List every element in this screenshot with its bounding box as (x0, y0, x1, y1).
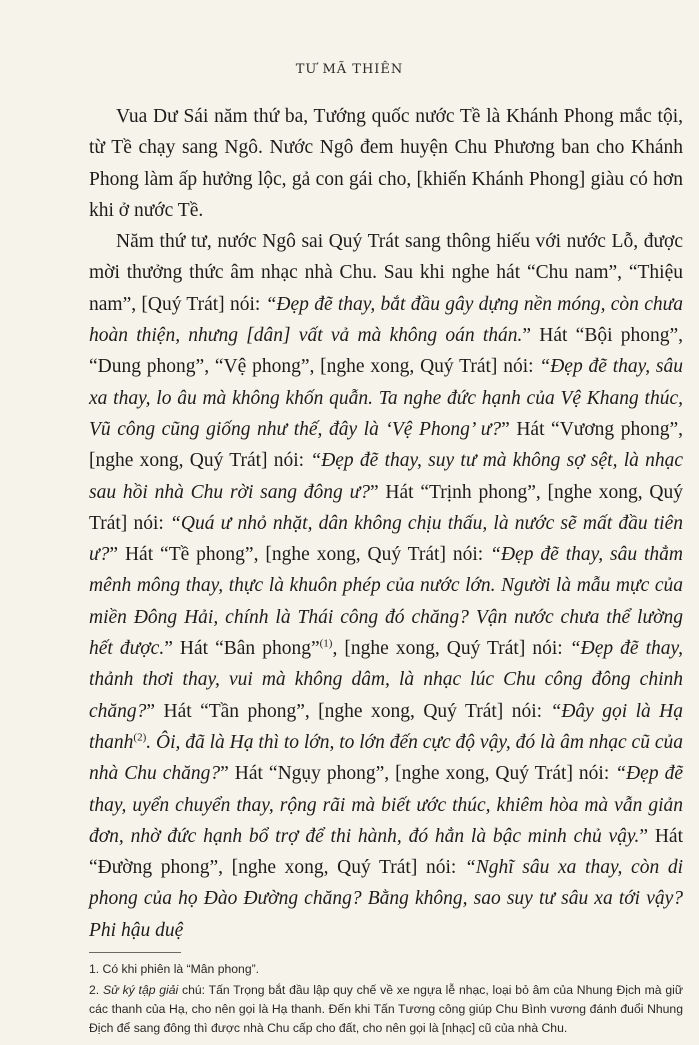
footnote-number: 2. (89, 983, 103, 997)
main-text (89, 101, 683, 946)
text-run: ” Hát “Bân phong” (164, 638, 320, 660)
quote: “Đẹp đẽ thay, sâu xa thay, lo âu mà không khốn quẫn. Ta nghe đức hạnh của Vệ Khang thúc, Vũ công cũng giống như thế, đây là ‘Vệ Phong’ ư? (89, 356, 683, 440)
footnote-1: 1. Có khi phiên là “Mân phong”. (89, 962, 260, 976)
quote: “Đẹp đẽ thay, suy tư mà không sợ sệt, là nhạc sau hồi nhà Chu rời sang đông ư? (89, 450, 684, 503)
text-run: ” Hát “Tề phong”, [nghe xong, Quý Trát] nói: (109, 544, 491, 566)
text-run: ” Hát “Bội phong”, “Dung phong”, “Vệ phong”, [nghe xong, Quý Trát] nói: (89, 325, 684, 378)
footnote-ref-1[interactable]: (1) (319, 637, 333, 650)
quote: “Nghĩ sâu xa thay, còn di phong của họ Đào Đường chăng? Bằng không, sao suy tư sâu xa tới vậy? Phi hậu duệ (89, 857, 683, 941)
text-run: ” Hát “Tần phong”, [nghe xong, Quý Trát] nói: (146, 700, 551, 722)
text-run: Năm thứ tư, nước Ngô sai Quý Trát sang thông hiếu với nước Lỗ, được mời thưởng thức âm nhạc nhà Chu. Sau khi nghe hát “Chu nam”, “Thiệu nam”, [Quý Trát] nói: (89, 231, 683, 315)
quote: “Đẹp đẽ thay, thảnh thơi thay, vui mà không dâm, là nhạc lúc Chu công đông chinh chăng? (89, 638, 683, 722)
text-run: ” Hát “Ngụy phong”, [nghe xong, Quý Trát] nói: (220, 763, 616, 785)
text-run: ” Hát “Vương phong”, [nghe xong, Quý Trát] nói: (89, 418, 683, 472)
footnote-text: chú: Tấn Trọng bắt đầu lập quy chế về xe ngựa lễ nhạc, loại bỏ âm của Nhung Địch mà giữ các thanh của Hạ, cho nên gọi là Hạ thanh. Đến khi Tấn Tương công giúp Chu Bình vương đánh đuổi Nhung Địch để sang đông thì được nhà Chu cấp cho đất, cho nên gọi là [nhạc] cũ của nhà Chu. (89, 983, 683, 1035)
quote: . Ôi, đã là Hạ thì to lớn, to lớn đến cực độ vậy, đó là âm nhạc cũ của nhà Chu chăng? (89, 731, 683, 785)
quote: “Đẹp đẽ thay, sâu thẳm mênh mông thay, thực là khuôn phép của nước lớn. Người là mẫu mực của miền Đông Hải, chính là Thái công đó chăng? Vận nước chưa thể lường hết được. (89, 544, 684, 660)
footnote-2 (89, 981, 683, 1038)
text-run: ” Hát “Đường phong”, [nghe xong, Quý Trát] nói: (89, 825, 683, 879)
text-run: ” Hát “Trịnh phong”, [nghe xong, Quý Trát] nói: (89, 481, 683, 534)
footnote-divider (89, 952, 181, 953)
footnotes (89, 960, 683, 1040)
footnote-ref-2[interactable]: (2) (133, 731, 147, 744)
quote: “Quá ư nhỏ nhặt, dân không chịu thấu, là nước sẽ mất đầu tiên ư? (89, 512, 683, 566)
paragraph-1: Vua Dư Sái năm thứ ba, Tướng quốc nước Tề là Khánh Phong mắc tội, từ Tề chạy sang Ngô. Nước Ngô đem huyện Chu Phương ban cho Khánh Phong làm ấp hưởng lộc, gả con gái cho, [khiến Khánh Phong] giàu có hơn khi ở nước Tề. (89, 106, 683, 221)
quote: “Đẹp đẽ thay, uyển chuyển thay, rộng rãi mà biết ước thúc, khiêm hòa mà vẫn giản đơn, nhờ đức hạnh bổ trợ để thi hành, đó hẳn là bậc minh chủ vậy. (89, 763, 683, 847)
paragraph-2 (89, 226, 683, 946)
quote: “Đẹp đẽ thay, bắt đầu gây dựng nền móng, còn chưa hoàn thiện, nhưng [dân] vất vả mà không oán thán. (89, 293, 683, 347)
footnote-source-title: Sử ký tập giải (102, 983, 179, 997)
text-run: , [nghe xong, Quý Trát] nói: (332, 638, 570, 660)
running-head: TƯ MÃ THIÊN (295, 62, 404, 77)
quote: “Đây gọi là Hạ thanh (89, 700, 684, 753)
